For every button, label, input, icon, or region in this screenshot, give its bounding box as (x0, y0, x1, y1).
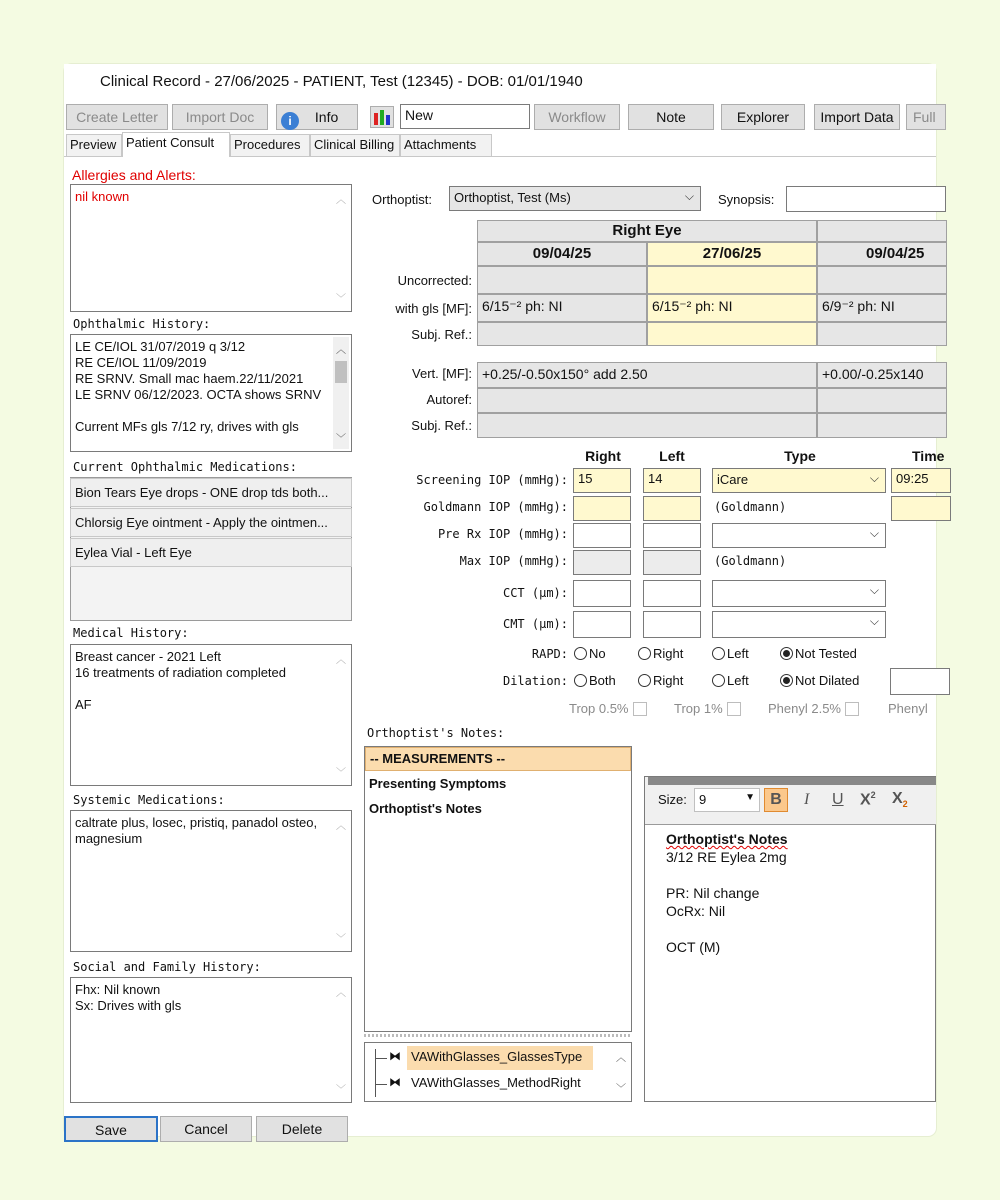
date-column-header: 09/04/25 (817, 242, 947, 266)
drop-trop-1[interactable] (674, 701, 741, 716)
drop-trop-05[interactable] (569, 701, 647, 716)
radio-selected-icon (780, 647, 793, 660)
subj-ref-label: Subj. Ref.: (411, 327, 472, 342)
autoref-cell[interactable] (477, 388, 817, 413)
vert-cell[interactable]: +0.00/-0.25x140 (817, 362, 947, 388)
field-node-icon: ⧓ (389, 1049, 401, 1063)
subj-ref2-label: Subj. Ref.: (411, 418, 472, 433)
delete-button[interactable]: Delete (256, 1116, 348, 1142)
drop-phenyl[interactable]: Phenyl (888, 701, 928, 716)
checkbox-icon (845, 702, 859, 716)
dilation-option-not-dilated[interactable] (780, 673, 859, 688)
max-iop-label: Max IOP (mmHg): (459, 554, 568, 568)
dilation-option-label: Both (589, 673, 616, 688)
uncorrected-label: Uncorrected: (397, 273, 472, 288)
dilation-option-left[interactable] (712, 673, 749, 688)
orthoptist-label: Orthoptist: (372, 192, 432, 207)
scroll-up-icon: ︿ (336, 821, 346, 832)
cct-right[interactable] (573, 580, 631, 607)
uncorrected-cell-current[interactable] (647, 266, 817, 294)
screening-iop-right[interactable]: 15 (573, 468, 631, 493)
ophthalmic-history-label: Ophthalmic History: (73, 317, 211, 331)
underline-icon[interactable]: U (832, 791, 844, 808)
tab-procedures[interactable]: Procedures (230, 134, 310, 156)
radio-icon (638, 674, 651, 687)
scroll-down-icon: ﹀ (336, 768, 346, 779)
tree-scrollbar[interactable] (613, 1045, 629, 1099)
radio-icon (574, 647, 587, 660)
full-button[interactable]: Full (906, 104, 946, 130)
screening-iop-type-select[interactable] (712, 468, 886, 493)
max-iop-type: (Goldmann) (714, 554, 787, 568)
scroll-up-icon: ︿ (336, 655, 346, 666)
scroll-thumb[interactable] (335, 361, 347, 383)
orthoptist-select[interactable] (449, 186, 701, 211)
social-history-text: Fhx: Nil known Sx: Drives with gls (75, 982, 182, 1013)
med-item[interactable]: Chlorsig Eye ointment - Apply the ointmen... (70, 508, 352, 537)
scroll-down-icon: ﹀ (336, 294, 346, 305)
cmt-left[interactable] (643, 611, 701, 638)
systemic-meds-box[interactable] (70, 810, 352, 952)
drop-phenyl-25[interactable] (768, 701, 859, 716)
note-button[interactable]: Note (628, 104, 714, 130)
goldmann-iop-left[interactable] (643, 496, 701, 521)
allergies-label: Allergies and Alerts: (72, 167, 196, 183)
radio-icon (574, 674, 587, 687)
orthoptist-value: Orthoptist, Test (Ms) (454, 190, 571, 205)
scroll-up-icon: ︿ (616, 1053, 626, 1064)
radio-icon (638, 647, 651, 660)
editor-toolbar-strip (648, 777, 936, 785)
cct-left[interactable] (643, 580, 701, 607)
social-history-scrollbar[interactable] (333, 980, 349, 1100)
uncorrected-cell[interactable] (817, 266, 947, 294)
rapd-option-right[interactable] (638, 646, 683, 661)
autoref-label: Autoref: (426, 392, 472, 407)
notes-section-list (364, 746, 632, 1032)
superscript-icon[interactable]: $X^2$ (860, 790, 876, 809)
cct-label: CCT (µm): (502, 586, 568, 600)
notes-list-item[interactable]: Orthoptist's Notes (369, 801, 482, 816)
rapd-option-label: No (589, 646, 606, 661)
synopsis-label: Synopsis: (718, 192, 775, 207)
stats-button[interactable] (370, 106, 394, 128)
systemic-meds-scrollbar[interactable] (333, 813, 349, 949)
radio-icon (712, 647, 725, 660)
tab-preview[interactable]: Preview (66, 134, 122, 156)
screening-iop-time[interactable]: 09:25 (891, 468, 951, 493)
subj-ref-cell[interactable] (477, 322, 647, 346)
field-tree (364, 1042, 632, 1102)
cmt-type-select[interactable] (712, 611, 886, 638)
uncorrected-cell[interactable] (477, 266, 647, 294)
cct-type-select[interactable] (712, 580, 886, 607)
prerx-iop-type-select[interactable] (712, 523, 886, 548)
checkbox-icon (727, 702, 741, 716)
bold-icon[interactable]: B (764, 788, 788, 812)
notes-label: Orthoptist's Notes: (367, 726, 505, 740)
chevron-down-icon: ⌵ (869, 526, 879, 540)
prerx-iop-left[interactable] (643, 523, 701, 548)
window-title: Clinical Record - 27/06/2025 - PATIENT, Test (12345) - DOB: 01/01/1940 (100, 73, 583, 90)
scroll-up-icon: ︿ (336, 195, 346, 206)
font-size-value: 9 (699, 792, 707, 807)
tab-attachments[interactable]: Attachments (400, 134, 492, 156)
workflow-button[interactable]: Workflow (534, 104, 620, 130)
iop-col-left: Left (659, 448, 685, 464)
info-button[interactable] (276, 104, 358, 130)
font-size-select[interactable] (694, 788, 760, 812)
scroll-down-icon: ﹀ (616, 1084, 626, 1095)
vert-label: Vert. [MF]: (412, 366, 472, 381)
info-label: Info (314, 109, 339, 125)
scroll-down-icon: ﹀ (336, 434, 346, 445)
tab-patient-consult[interactable]: Patient Consult (122, 132, 230, 157)
dilation-option-label: Left (727, 673, 749, 688)
import-data-button[interactable]: Import Data (814, 104, 900, 130)
cancel-button[interactable]: Cancel (160, 1116, 252, 1142)
med-item[interactable]: Bion Tears Eye drops - ONE drop tds both... (70, 478, 352, 507)
social-history-box[interactable] (70, 977, 352, 1103)
medical-history-scrollbar[interactable] (333, 647, 349, 783)
scroll-down-icon: ﹀ (336, 1085, 346, 1096)
max-iop-right (573, 550, 631, 575)
ophthalmic-history-scrollbar[interactable] (333, 337, 349, 449)
radio-selected-icon (780, 674, 793, 687)
ophthalmic-history-box[interactable] (70, 334, 352, 452)
rapd-option-label: Right (653, 646, 684, 661)
synopsis-input[interactable] (786, 186, 946, 212)
medical-history-text: Breast cancer - 2021 Left 16 treatments of radiation completed AF (75, 649, 287, 712)
checkbox-icon (633, 702, 647, 716)
splitter-handle[interactable] (364, 1034, 632, 1037)
subscript-icon[interactable]: $X_2$ (892, 790, 908, 810)
goldmann-iop-label: Goldmann IOP (mmHg): (423, 500, 568, 514)
subj-ref-cell-current[interactable] (647, 322, 817, 346)
drop-label: Trop 1% (674, 701, 723, 716)
date-column-header-current: 27/06/25 (647, 242, 817, 266)
prerx-iop-label: Pre Rx IOP (mmHg): (437, 527, 568, 541)
italic-icon[interactable]: I (804, 791, 810, 808)
screening-iop-type-value: iCare (717, 472, 749, 487)
dilation-option-right[interactable] (638, 673, 683, 688)
screening-iop-label: Screening IOP (mmHg): (416, 473, 568, 487)
rapd-option-label: Left (727, 646, 749, 661)
info-icon: i (281, 112, 299, 130)
workflow-status-field[interactable]: New (400, 104, 530, 129)
right-eye-header: Right Eye (477, 220, 817, 242)
allergies-scrollbar[interactable] (333, 187, 349, 309)
save-button[interactable]: Save (64, 1116, 158, 1142)
drop-label: Phenyl 2.5% (768, 701, 841, 716)
rapd-label: RAPD: (531, 647, 568, 661)
goldmann-iop-type: (Goldmann) (714, 500, 787, 514)
screening-iop-left[interactable]: 14 (643, 468, 701, 493)
tree-line (375, 1049, 376, 1097)
drop-label: Trop 0.5% (569, 701, 629, 716)
subj-ref-cell[interactable] (817, 322, 947, 346)
va-gls-cell[interactable]: 6/15⁻² ph: NI (477, 294, 647, 322)
import-doc-button[interactable]: Import Doc (172, 104, 268, 130)
goldmann-iop-right[interactable] (573, 496, 631, 521)
med-item[interactable]: Eylea Vial - Left Eye (70, 538, 352, 567)
social-history-label: Social and Family History: (73, 960, 261, 974)
title-bar (64, 64, 936, 98)
va-gls-cell[interactable]: 6/9⁻² ph: NI (817, 294, 947, 322)
iop-col-right: Right (585, 448, 621, 464)
tree-line (375, 1058, 387, 1059)
scroll-down-icon: ﹀ (336, 934, 346, 945)
systemic-meds-label: Systemic Medications: (73, 793, 225, 807)
scroll-up-icon: ︿ (336, 345, 346, 356)
field-node-icon: ⧓ (389, 1075, 401, 1089)
medical-history-box[interactable] (70, 644, 352, 786)
cmt-label: CMT (µm): (502, 617, 568, 631)
subj-ref2-cell[interactable] (817, 413, 947, 438)
date-column-header: 09/04/25 (477, 242, 647, 266)
rapd-option-label: Not Tested (795, 646, 857, 661)
prerx-iop-right[interactable] (573, 523, 631, 548)
font-size-label: Size: (658, 792, 687, 807)
create-letter-button[interactable]: Create Letter (66, 104, 168, 130)
dilation-option-both[interactable] (574, 673, 616, 688)
max-iop-left (643, 550, 701, 575)
systemic-meds-text: caltrate plus, losec, pristiq, panadol osteo, magnesium (75, 815, 318, 846)
clinical-record-window (64, 64, 945, 1138)
editor-notes-body: 3/12 RE Eylea 2mg PR: Nil change OcRx: Nil OCT (M) (666, 849, 787, 955)
ophthalmic-history-text: LE CE/IOL 31/07/2019 q 3/12 RE CE/IOL 11/09/2019 RE SRNV. Small mac haem.22/11/2021 LE SRNV 06/12/2023. OCTA shows SRNV Current MFs gls 7/12 ry, drives with gls (75, 339, 322, 434)
vert-cell[interactable]: +0.25/-0.50x150° add 2.50 (477, 362, 817, 388)
current-meds-label: Current Ophthalmic Medications: (73, 460, 297, 474)
radio-icon (712, 674, 725, 687)
allergies-box[interactable] (70, 184, 352, 312)
cmt-right[interactable] (573, 611, 631, 638)
subj-ref2-cell[interactable] (477, 413, 817, 438)
iop-col-time: Time (912, 448, 945, 464)
chevron-down-icon: ⌵ (869, 614, 879, 628)
chevron-down-icon: ⌵ (869, 583, 879, 597)
va-gls-cell-current[interactable]: 6/15⁻² ph: NI (647, 294, 817, 322)
rapd-option-not-tested[interactable] (780, 646, 857, 661)
iop-col-type: Type (784, 448, 816, 464)
notes-list-item-selected[interactable]: -- MEASUREMENTS -- (365, 747, 631, 771)
rapd-option-no[interactable] (574, 646, 606, 661)
tree-item[interactable]: VAWithGlasses_MethodRight (411, 1075, 581, 1090)
dilation-option-label: Not Dilated (795, 673, 860, 688)
allergies-text: nil known (75, 189, 130, 204)
with-gls-label: with gls [MF]: (395, 301, 472, 316)
rapd-option-left[interactable] (712, 646, 749, 661)
dilation-time-input[interactable] (890, 668, 950, 695)
notes-list-item[interactable]: Presenting Symptoms (369, 776, 507, 791)
goldmann-iop-time[interactable] (891, 496, 951, 521)
explorer-button[interactable]: Explorer (721, 104, 805, 130)
bar-chart-icon (371, 107, 393, 127)
scroll-up-icon: ︿ (336, 988, 346, 999)
left-eye-header (817, 220, 947, 242)
dilation-label: Dilation: (502, 674, 568, 688)
editor-notes-title: Orthoptist's Notes (666, 831, 788, 847)
medical-history-label: Medical History: (73, 626, 189, 640)
autoref-cell[interactable] (817, 388, 947, 413)
chevron-down-icon: ⌵ (684, 189, 694, 203)
tab-clinical-billing[interactable]: Clinical Billing (310, 134, 400, 156)
tree-item-selected[interactable]: VAWithGlasses_GlassesType (407, 1046, 593, 1070)
dilation-option-label: Right (653, 673, 684, 688)
dropdown-arrow-icon: ▼ (745, 792, 755, 803)
tree-line (375, 1084, 387, 1085)
chevron-down-icon: ⌵ (869, 471, 879, 485)
